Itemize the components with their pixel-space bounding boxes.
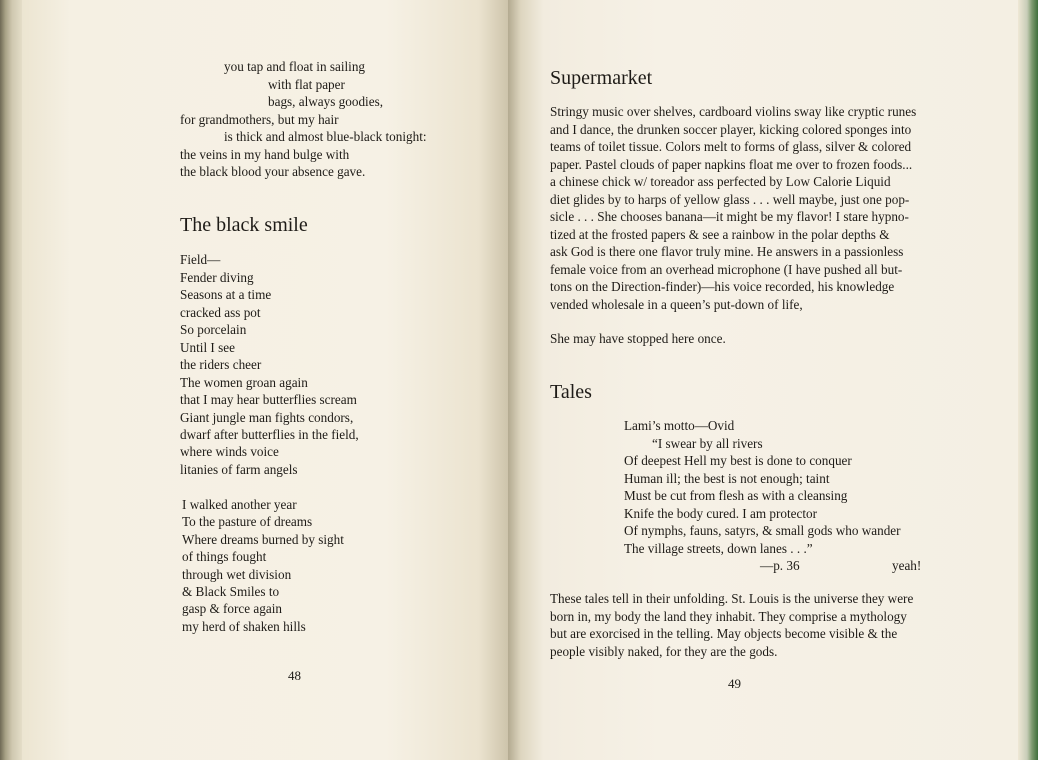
epigraph-citation: —p. 36 xyxy=(760,558,800,573)
quote-line: Must be cut from flesh as with a cleansing xyxy=(624,488,848,503)
prose-line: teams of toilet tissue. Colors melt to forms of glass, silver & colored xyxy=(550,139,912,154)
poem-line: you tap and float in sailing xyxy=(224,59,366,74)
supermarket-closing-line: She may have stopped here once. xyxy=(550,331,726,346)
quote-line: The village streets, down lanes . . .” xyxy=(624,541,813,556)
poem-line: through wet division xyxy=(182,567,292,582)
poem-line: gasp & force again xyxy=(182,601,282,616)
prose-line: diet glides by to harps of yellow glass . . . well maybe, just one pop- xyxy=(550,191,910,207)
quote-line: Knife the body cured. I am protector xyxy=(624,506,817,521)
poem-line: is thick and almost blue-black tonight: xyxy=(224,129,427,144)
poem-line: To the pasture of dreams xyxy=(182,514,313,529)
quote-line: “I swear by all rivers xyxy=(652,436,763,451)
marginal-aside: yeah! xyxy=(892,558,922,573)
poem-line: cracked ass pot xyxy=(180,305,261,320)
poem-line: So porcelain xyxy=(180,322,247,337)
poem-line: for grandmothers, but my hair xyxy=(180,112,339,127)
prose-line: ask God is there one flavor truly mine. He answers in a passionless xyxy=(550,244,904,259)
poem-line: dwarf after butterflies in the field, xyxy=(180,427,359,442)
prose-line: vended wholesale in a queen’s put-down of life, xyxy=(550,296,803,312)
poem-line: of things fought xyxy=(182,549,267,564)
poem-title-black-smile: The black smile xyxy=(180,214,308,236)
poem-line: The women groan again xyxy=(180,375,308,390)
poem-line: & Black Smiles to xyxy=(182,584,280,599)
page-number-left: 48 xyxy=(288,668,301,683)
prose-line: a chinese chick w/ toreador ass perfected by Low Calorie Liquid xyxy=(550,174,891,189)
epigraph-attribution: Lami’s motto—Ovid xyxy=(624,418,735,433)
prose-line: Stringy music over shelves, cardboard violins sway like cryptic runes xyxy=(550,104,917,119)
tales-paragraph xyxy=(550,590,924,660)
poem-line: Field— xyxy=(180,252,221,267)
poem-line: the black blood your absence gave. xyxy=(180,164,366,179)
prose-line: people visibly naked, for they are the gods. xyxy=(550,643,778,659)
poem-line: Giant jungle man fights condors, xyxy=(180,410,354,425)
supermarket-paragraph xyxy=(550,103,924,313)
poem-line: Seasons at a time xyxy=(180,287,272,302)
poem-line: the riders cheer xyxy=(180,357,262,372)
book-edge-left xyxy=(0,0,22,760)
poem-line: Until I see xyxy=(180,340,235,355)
page-number-right: 49 xyxy=(728,676,741,691)
prose-line: sicle . . . She chooses banana—it might be my flavor! I stare hypno- xyxy=(550,209,909,224)
prose-line: tized at the frosted papers & see a rainbow in the polar depths & xyxy=(550,226,890,242)
poem-line: I walked another year xyxy=(182,497,297,512)
prose-line: born in, my body the land they inhabit. They comprise a mythology xyxy=(550,608,907,624)
quote-line: Of deepest Hell my best is done to conquer xyxy=(624,453,852,468)
right-page xyxy=(508,0,1018,760)
poem-line: where winds voice xyxy=(180,444,279,459)
poem-line: Where dreams burned by sight xyxy=(182,532,344,547)
poem-line: the veins in my hand bulge with xyxy=(180,147,350,162)
section-title-supermarket: Supermarket xyxy=(550,67,653,89)
prose-line: but are exorcised in the telling. May objects become visible & the xyxy=(550,626,898,641)
section-title-tales: Tales xyxy=(550,381,592,403)
prose-line: These tales tell in their unfolding. St. Louis is the universe they were xyxy=(550,591,914,606)
prose-line: female voice from an overhead microphone (I have pushed all but- xyxy=(550,261,903,277)
quote-line: Of nymphs, fauns, satyrs, & small gods who wander xyxy=(624,523,901,538)
left-page xyxy=(22,0,508,760)
prose-line: tons on the Direction-finder)—his voice recorded, his knowledge xyxy=(550,279,895,294)
book-edge-right xyxy=(1018,0,1038,760)
poem-line: that I may hear butterflies scream xyxy=(180,392,357,407)
quote-line: Human ill; the best is not enough; taint xyxy=(624,471,830,486)
poem-line: with flat paper xyxy=(268,77,345,92)
prose-line: paper. Pastel clouds of paper napkins float me over to frozen foods... xyxy=(550,156,913,172)
poem-line: my herd of shaken hills xyxy=(182,619,306,634)
prose-line: and I dance, the drunken soccer player, kicking colored sponges into xyxy=(550,121,912,137)
poem-line: litanies of farm angels xyxy=(180,462,298,477)
poem-line: Fender diving xyxy=(180,270,254,285)
poem-line: bags, always goodies, xyxy=(268,94,384,109)
